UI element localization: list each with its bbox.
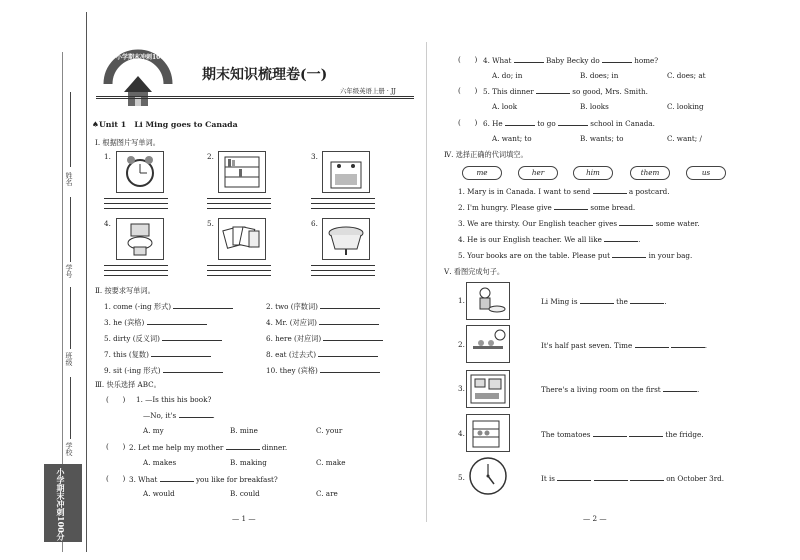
option-b[interactable]: B. making xyxy=(230,458,267,467)
word-task: 4. Mr. (对应词) xyxy=(266,317,379,327)
answer-line[interactable] xyxy=(104,275,168,276)
picture-sentence: It is on October 3rd. xyxy=(541,474,725,483)
answer-line[interactable] xyxy=(311,275,375,276)
option-c[interactable]: C. make xyxy=(316,458,346,467)
answer-blank[interactable] xyxy=(554,202,588,210)
unit-heading xyxy=(92,120,238,129)
header-rule xyxy=(96,96,414,97)
option-a[interactable]: A. want; to xyxy=(492,134,532,143)
answer-line[interactable] xyxy=(207,265,271,266)
book-subtitle: 六年级英语上册 · JJ xyxy=(340,87,396,95)
answer-blank[interactable] xyxy=(160,474,194,482)
breakfast-table-icon xyxy=(466,325,510,363)
question-stem: 2. Let me help my mother dinner. xyxy=(129,443,288,452)
option-c[interactable]: C. your xyxy=(316,426,343,435)
answer-blank[interactable] xyxy=(318,349,378,357)
round-table-icon xyxy=(322,218,370,260)
class-line xyxy=(70,287,72,349)
section-5-heading: Ⅴ. 看图完成句子。 xyxy=(444,267,505,276)
class-label: 班级 xyxy=(65,352,73,366)
answer-blank[interactable] xyxy=(505,118,535,126)
answer-blank[interactable] xyxy=(619,218,653,226)
answer-line[interactable] xyxy=(207,275,271,276)
question-stem: 6. He to go school in Canada. xyxy=(483,119,655,128)
answer-paren[interactable]: ( ) xyxy=(458,86,478,95)
answer-blank[interactable] xyxy=(635,340,669,348)
section-3-heading: Ⅲ. 快乐选择 ABC。 xyxy=(95,380,161,389)
section-4-heading: Ⅳ. 选择正确的代词填空。 xyxy=(444,150,528,159)
answer-blank[interactable] xyxy=(320,365,380,373)
word-task: 1. come (-ing 形式) xyxy=(104,301,233,311)
word-task: 5. dirty (反义词) xyxy=(104,333,222,343)
picture-sentence: There's a living room on the first . xyxy=(541,385,700,394)
word-task: 9. sit (-ing 形式) xyxy=(104,365,223,375)
answer-blank[interactable] xyxy=(558,118,588,126)
fridge-icon xyxy=(466,414,510,452)
pronoun-sentence: 1. Mary is in Canada. I want to send a postcard. xyxy=(458,187,670,196)
word-task: 8. eat (过去式) xyxy=(266,349,378,359)
answer-line[interactable] xyxy=(311,208,375,209)
answer-paren[interactable]: ( ) xyxy=(458,118,478,127)
item-number: 3. xyxy=(458,384,465,393)
student-id-line xyxy=(70,197,72,262)
word-task: 2. two (序数词) xyxy=(266,301,380,311)
header-rule-2 xyxy=(96,98,414,99)
picture-sentence: Li Ming is the . xyxy=(541,297,667,306)
word-task: 6. here (对应词) xyxy=(266,333,383,343)
answer-blank[interactable] xyxy=(630,296,664,304)
option-c[interactable]: C. does; at xyxy=(667,71,706,80)
pronoun-option[interactable]: them xyxy=(630,166,670,180)
answer-line[interactable] xyxy=(104,203,168,204)
pronoun-sentence: 3. We are thirsty. Our English teacher gives some water. xyxy=(458,219,700,228)
option-a[interactable]: A. makes xyxy=(143,458,177,467)
student-id-label: 学号 xyxy=(65,264,73,278)
answer-line[interactable] xyxy=(311,198,375,199)
logo xyxy=(98,46,178,112)
section-1-heading: Ⅰ. 根据图片写单词。 xyxy=(95,138,160,147)
answer-blank[interactable] xyxy=(612,250,646,258)
answer-line[interactable] xyxy=(104,198,168,199)
answer-blank[interactable] xyxy=(604,234,638,242)
answer-blank[interactable] xyxy=(557,473,591,481)
option-a[interactable]: A. do; in xyxy=(492,71,523,80)
answer-blank[interactable] xyxy=(580,296,614,304)
item-number: 4. xyxy=(458,429,465,438)
answer-blank[interactable] xyxy=(629,429,663,437)
spade-icon: ♠ xyxy=(92,120,99,129)
school-line xyxy=(70,377,72,439)
answer-line[interactable] xyxy=(104,208,168,209)
answer-paren[interactable]: ( ) xyxy=(106,395,126,404)
question-stem: —No, it's . xyxy=(143,411,215,420)
answer-blank[interactable] xyxy=(663,384,697,392)
school-label: 学校 xyxy=(65,442,73,456)
clock-icon xyxy=(468,456,508,496)
item-number: 4. xyxy=(104,219,111,228)
answer-blank[interactable] xyxy=(179,410,213,418)
answer-line[interactable] xyxy=(207,208,271,209)
answer-blank[interactable] xyxy=(319,317,379,325)
answer-blank[interactable] xyxy=(163,365,223,373)
answer-blank[interactable] xyxy=(671,340,705,348)
answer-blank[interactable] xyxy=(593,429,627,437)
pronoun-option[interactable]: us xyxy=(686,166,726,180)
playing-cards-icon xyxy=(218,218,266,260)
option-c[interactable]: C. want; / xyxy=(667,134,702,143)
question-stem: 5. This dinner so good, Mrs. Smith. xyxy=(483,87,648,96)
name-label: 姓名 xyxy=(65,172,73,186)
answer-blank[interactable] xyxy=(514,55,544,63)
item-number: 1. xyxy=(458,296,465,305)
unit-label: Unit 1 xyxy=(99,120,127,129)
page-number-1: — 1 — xyxy=(232,514,256,523)
answer-line[interactable] xyxy=(311,203,375,204)
answer-blank[interactable] xyxy=(594,473,628,481)
question-stem: 3. What you like for breakfast? xyxy=(129,475,278,484)
option-c[interactable]: C. looking xyxy=(667,102,704,111)
pronoun-option[interactable]: him xyxy=(573,166,613,180)
picture-sentence: The tomatoes the fridge. xyxy=(541,430,704,439)
sidebar-brand-block xyxy=(44,464,82,542)
answer-blank[interactable] xyxy=(630,473,664,481)
answer-blank[interactable] xyxy=(593,186,627,194)
option-a[interactable]: A. look xyxy=(492,102,518,111)
name-line xyxy=(70,92,72,167)
answer-blank[interactable] xyxy=(320,301,380,309)
pronoun-option[interactable]: her xyxy=(518,166,558,180)
word-task: 3. he (宾格) xyxy=(104,317,207,327)
bookshelf-icon xyxy=(218,151,266,193)
sidebar-brand-text: 小学期末冲刺100分 xyxy=(56,468,66,541)
answer-blank[interactable] xyxy=(226,442,260,450)
page-divider xyxy=(426,42,427,522)
item-number: 1. xyxy=(104,152,111,161)
option-a[interactable]: A. would xyxy=(143,489,175,498)
answer-line[interactable] xyxy=(207,198,271,199)
question-stem: 4. What Baby Becky do home? xyxy=(483,56,659,65)
answer-line[interactable] xyxy=(104,270,168,271)
option-c[interactable]: C. are xyxy=(316,489,338,498)
binding-sidebar xyxy=(40,12,87,552)
answer-blank[interactable] xyxy=(147,317,207,325)
option-b[interactable]: B. does; in xyxy=(580,71,619,80)
answer-blank[interactable] xyxy=(162,333,222,341)
answer-paren[interactable]: ( ) xyxy=(106,474,126,483)
answer-paren[interactable]: ( ) xyxy=(458,55,478,64)
question-stem: 1. —Is this his book? xyxy=(136,395,212,404)
word-task: 7. this (复数) xyxy=(104,349,211,359)
item-number: 5. xyxy=(207,219,214,228)
unit-title: Li Ming goes to Canada xyxy=(134,120,238,129)
answer-line[interactable] xyxy=(311,265,375,266)
picture-sentence: It's half past seven. Time . xyxy=(541,341,708,350)
stove-icon xyxy=(322,151,370,193)
answer-blank[interactable] xyxy=(173,301,233,309)
option-b[interactable]: B. mine xyxy=(230,426,258,435)
item-number: 2. xyxy=(458,340,465,349)
alarm-clock-icon xyxy=(116,151,164,193)
answer-line[interactable] xyxy=(207,270,271,271)
answer-blank[interactable] xyxy=(323,333,383,341)
pronoun-sentence: 5. Your books are on the table. Please put in your bag. xyxy=(458,251,693,260)
answer-line[interactable] xyxy=(207,203,271,204)
answer-blank[interactable] xyxy=(536,86,570,94)
word-task: 10. they (宾格) xyxy=(266,365,380,375)
answer-line[interactable] xyxy=(104,265,168,266)
option-a[interactable]: A. my xyxy=(143,426,164,435)
logo-text: 小学期末冲刺100分 xyxy=(116,54,171,61)
option-b[interactable]: B. wants; to xyxy=(580,134,624,143)
item-number: 6. xyxy=(311,219,318,228)
pronoun-sentence: 4. He is our English teacher. We all like . xyxy=(458,235,641,244)
item-number: 3. xyxy=(311,152,318,161)
page-title: 期末知识梳理卷(一) xyxy=(202,67,328,83)
pronoun-option[interactable]: me xyxy=(462,166,502,180)
page-number-2: — 2 — xyxy=(583,514,607,523)
item-number: 2. xyxy=(207,152,214,161)
answer-blank[interactable] xyxy=(151,349,211,357)
pronoun-sentence: 2. I'm hungry. Please give some bread. xyxy=(458,203,636,212)
answer-blank[interactable] xyxy=(602,55,632,63)
living-room-icon xyxy=(466,370,510,408)
item-number: 5. xyxy=(458,473,465,482)
section-2-heading: Ⅱ. 按要求写单词。 xyxy=(95,286,155,295)
option-b[interactable]: B. could xyxy=(230,489,260,498)
toilet-icon xyxy=(116,218,164,260)
option-b[interactable]: B. looks xyxy=(580,102,609,111)
boy-washing-icon xyxy=(466,282,510,320)
answer-line[interactable] xyxy=(311,270,375,271)
answer-paren[interactable]: ( ) xyxy=(106,442,126,451)
